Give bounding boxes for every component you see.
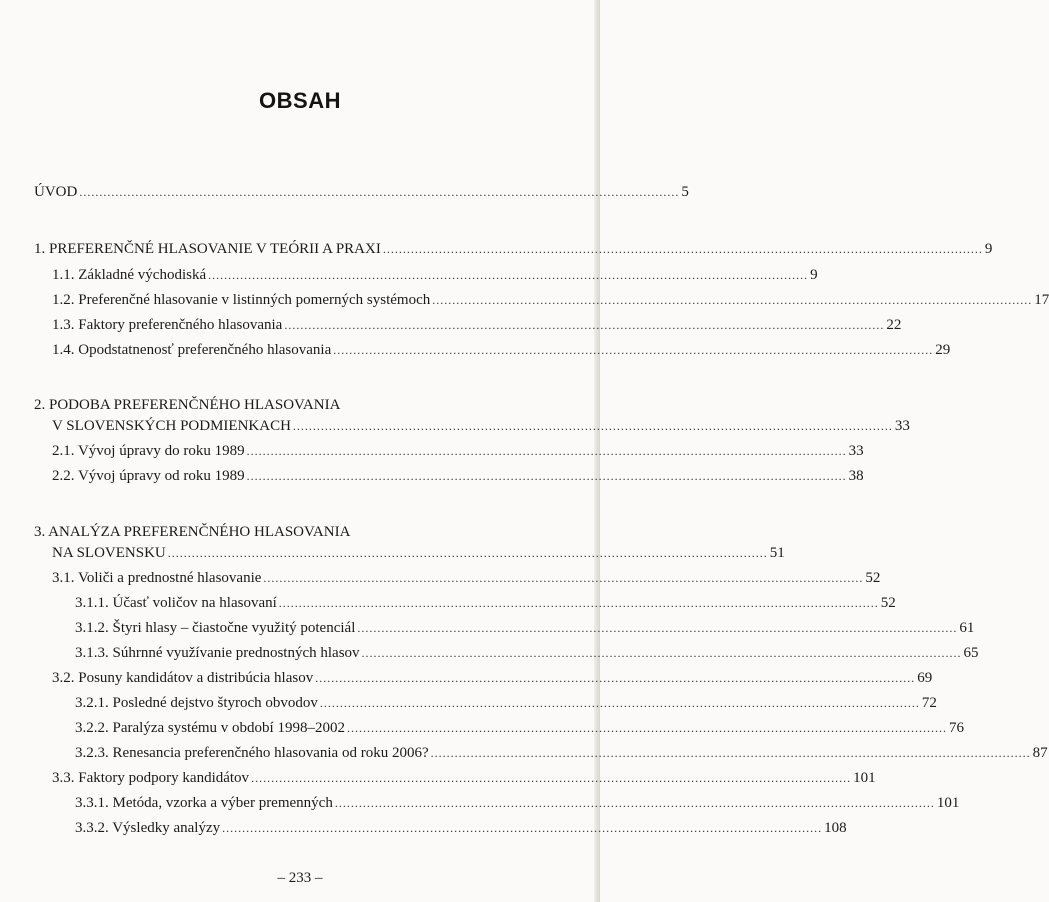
dot-leader: ......................................................................................................................................................: [361, 646, 962, 660]
dot-leader: ......................................................................................................................................................: [263, 571, 864, 585]
dot-leader: ......................................................................................................................................................: [315, 671, 916, 685]
toc-entry-2-1: [52, 442, 864, 460]
toc-entry-label: 3.3. Faktory podpory kandidátov: [52, 770, 250, 786]
toc-entry-1-1: [52, 266, 818, 284]
toc-entry-label: 3.3.1. Metóda, vzorka a výber premenných: [75, 795, 333, 811]
toc-entry-3-3: [52, 769, 876, 787]
toc-entry-page: 72: [921, 695, 937, 711]
toc-entry-label: 1. PREFERENČNÉ HLASOVANIE V TEÓRII A PRAXI: [34, 241, 381, 257]
toc-entry-3-2-3: [75, 744, 1048, 762]
toc-entry-label: 3.2.1. Posledné dejstvo štyroch obvodov: [75, 695, 318, 711]
dot-leader: ......................................................................................................................................................: [284, 318, 885, 332]
dot-leader: ......................................................................................................................................................: [79, 185, 680, 199]
dot-leader: ......................................................................................................................................................: [333, 343, 934, 357]
toc-entry-label: 1.3. Faktory preferenčného hlasovania: [52, 317, 283, 333]
toc-entry-3-1-2: [75, 619, 975, 637]
toc-entry-label: 1.1. Základné východiská: [52, 267, 207, 283]
toc-entry-page: 29: [935, 342, 951, 358]
toc-entry-3-3-1: [75, 794, 960, 812]
dot-leader: ......................................................................................................................................................: [357, 621, 958, 635]
toc-entry-3-2-2: [75, 719, 964, 737]
toc-entry-3-3-2: [75, 819, 847, 837]
toc-entry-label: 3.1. Voliči a prednostné hlasovanie: [52, 570, 262, 586]
toc-entry-page: 69: [917, 670, 933, 686]
toc-entry-uvod: [34, 183, 689, 201]
toc-entry-page: 38: [848, 468, 864, 484]
toc-entry-label: NA SLOVENSKU: [52, 545, 166, 561]
toc-entry-page: 51: [769, 545, 785, 561]
dot-leader: ......................................................................................................................................................: [222, 821, 823, 835]
toc-entry-chapter-3-line1: 3. ANALÝZA PREFERENČNÉHO HLASOVANIA: [34, 524, 351, 540]
toc-entry-1-4: [52, 341, 951, 359]
dot-leader: ......................................................................................................................................................: [208, 268, 809, 282]
toc-entry-page: 52: [865, 570, 881, 586]
dot-leader: ......................................................................................................................................................: [334, 796, 935, 810]
toc-entry-label: 3.2.3. Renesancia preferenčného hlasovania od roku 2006?: [75, 745, 429, 761]
dot-leader: ......................................................................................................................................................: [278, 596, 879, 610]
toc-entry-1-3: [52, 316, 902, 334]
toc-entry-page: 87: [1032, 745, 1048, 761]
toc-entry-label: 3.1.1. Účasť voličov na hlasovaní: [75, 595, 277, 611]
dot-leader: ......................................................................................................................................................: [292, 419, 893, 433]
toc-entry-3-1: [52, 569, 881, 587]
toc-entry-page: 108: [824, 820, 847, 836]
dot-leader: ......................................................................................................................................................: [246, 469, 847, 483]
toc-entry-1-2: [52, 291, 1049, 309]
toc-entry-chapter-2: [52, 417, 910, 435]
dot-leader: ......................................................................................................................................................: [430, 746, 1031, 760]
dot-leader: ......................................................................................................................................................: [382, 242, 983, 256]
toc-entry-page: 52: [880, 595, 896, 611]
toc-entry-page: 61: [959, 620, 975, 636]
dot-leader: ......................................................................................................................................................: [246, 444, 847, 458]
toc-entry-2-2: [52, 467, 864, 485]
dot-leader: ......................................................................................................................................................: [432, 293, 1033, 307]
toc-entry-page: 9: [810, 267, 818, 283]
toc-entry-page: 33: [848, 443, 864, 459]
toc-entry-label: 1.2. Preferenčné hlasovanie v listinných pomerných systémoch: [52, 292, 431, 308]
toc-entry-chapter-3: [52, 544, 785, 562]
toc-entry-label: 3.2. Posuny kandidátov a distribúcia hlasov: [52, 670, 314, 686]
toc-entry-3-1-1: [75, 594, 896, 612]
toc-entry-page: 9: [984, 241, 993, 257]
toc-entry-label: 3.3.2. Výsledky analýzy: [75, 820, 221, 836]
toc-entry-page: 33: [894, 418, 910, 434]
toc-entry-label: 3.1.2. Štyri hlasy – čiastočne využitý potenciál: [75, 620, 356, 636]
toc-entry-chapter-2-line1: 2. PODOBA PREFERENČNÉHO HLASOVANIA: [34, 397, 341, 413]
dot-leader: ......................................................................................................................................................: [319, 696, 920, 710]
toc-entry-3-1-3: [75, 644, 979, 662]
toc-entry-3-2-1: [75, 694, 937, 712]
toc-entry-page: 5: [681, 184, 689, 200]
toc-entry-label: 2.1. Vývoj úpravy do roku 1989: [52, 443, 245, 459]
toc-entry-label: ÚVOD: [34, 184, 78, 200]
dot-leader: ......................................................................................................................................................: [346, 721, 947, 735]
toc-entry-page: 101: [936, 795, 960, 811]
toc-entry-label: V SLOVENSKÝCH PODMIENKACH: [52, 418, 291, 434]
dot-leader: ......................................................................................................................................................: [251, 771, 852, 785]
toc-entry-page: 65: [963, 645, 979, 661]
toc-entry-label: 2.2. Vývoj úpravy od roku 1989: [52, 468, 245, 484]
toc-entry-page: 101: [853, 770, 876, 786]
toc-entry-3-2: [52, 669, 933, 687]
toc-entry-label: 1.4. Opodstatnenosť preferenčného hlasovania: [52, 342, 332, 358]
page-number-footer: – 233 –: [277, 870, 323, 886]
toc-entry-page: 17: [1034, 292, 1049, 308]
toc-entry-page: 22: [886, 317, 902, 333]
toc-entry-label: 3.1.3. Súhrnné využívanie prednostných hlasov: [75, 645, 360, 661]
page-title: OBSAH: [259, 88, 341, 113]
toc-entry-chapter-1: [34, 240, 993, 258]
dot-leader: ......................................................................................................................................................: [167, 546, 768, 560]
toc-entry-page: 76: [948, 720, 964, 736]
toc-entry-label: 3.2.2. Paralýza systému v období 1998–2002: [75, 720, 345, 736]
